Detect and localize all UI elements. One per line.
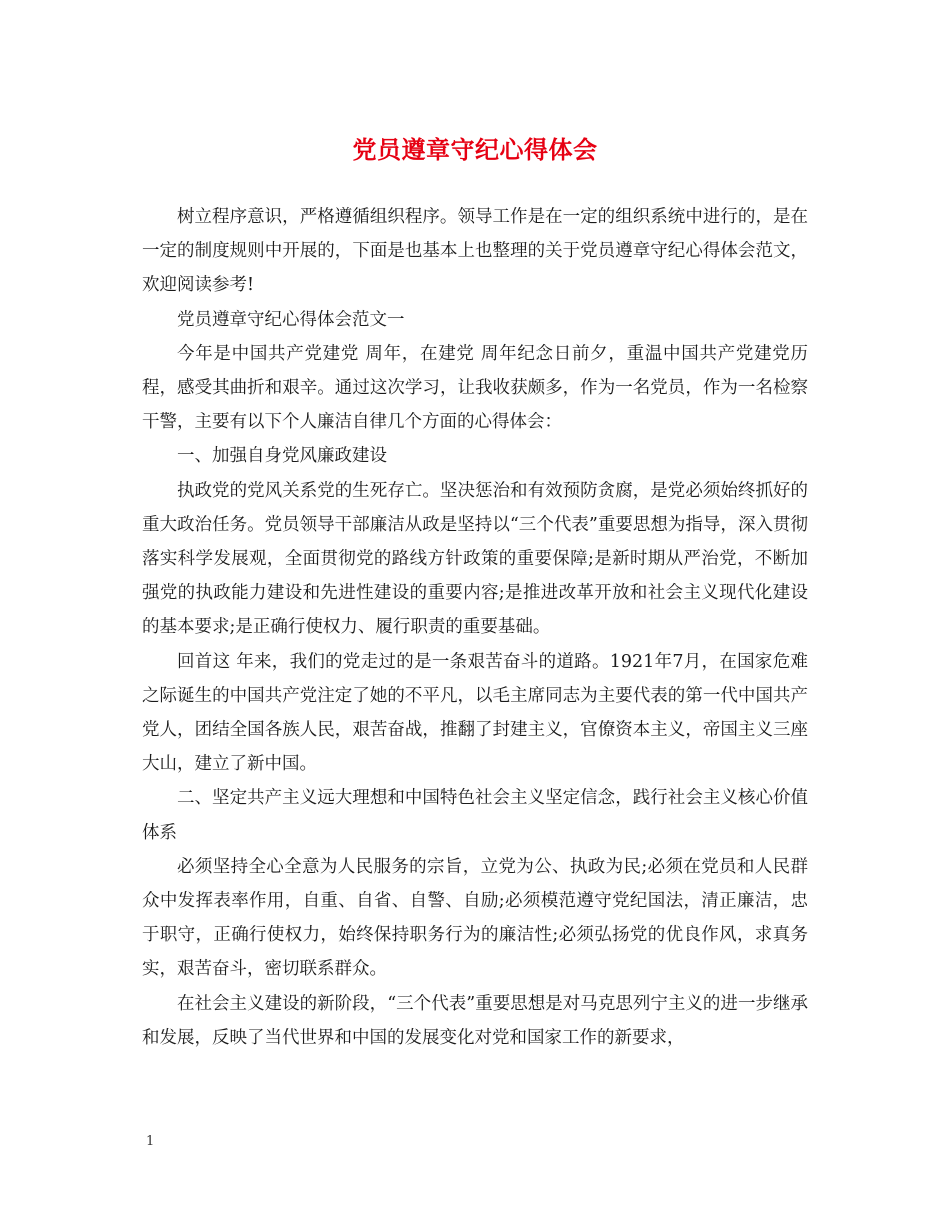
paragraph-anniversary: 今年是中国共产党建党 周年，在建党 周年纪念日前夕，重温中国共产党建党历程，感受其曲折和艰辛。通过这次学习，让我收获颇多，作为一名党员，作为一名检察干警，主要有以下个人廉洁自律几个方面的心得体会： bbox=[142, 343, 808, 433]
document-title: 党员遵章守纪心得体会 bbox=[352, 135, 598, 164]
section-heading-two: 二、坚定共产主义远大理想和中国特色社会主义坚定信念，践行社会主义核心价值体系 bbox=[142, 788, 808, 843]
paragraph-new-stage: 在社会主义建设的新阶段，“三个代表”重要思想是对马克思列宁主义的进一步继承和发展，反映了当代世界和中国的发展变化对党和国家工作的新要求， bbox=[142, 993, 808, 1048]
page-number: 1 bbox=[146, 1134, 155, 1149]
section-heading-one: 一、加强自身党风廉政建设 bbox=[177, 446, 387, 467]
paragraph-service: 必须坚持全心全意为人民服务的宗旨，立党为公、执政为民;必须在党员和人民群众中发挥表率作用，自重、自省、自警、自励;必须模范遵守党纪国法，清正廉洁，忠于职守，正确行使权力，始终保持职务行为的廉洁性;必须弘扬党的优良作风，求真务实，艰苦奋斗，密切联系群众。 bbox=[142, 856, 808, 980]
section-heading-sample-one: 党员遵章守纪心得体会范文一 bbox=[177, 309, 405, 330]
paragraph-party-conduct: 执政党的党风关系党的生死存亡。坚决惩治和有效预防贪腐，是党必须始终抓好的重大政治任务。党员领导干部廉洁从政是坚持以“三个代表”重要思想为指导，深入贯彻落实科学发展观，全面贯彻党的路线方针政策的重要保障;是新时期从严治党，不断加强党的执政能力建设和先进性建设的重要内容;是推进改革开放和社会主义现代化建设的基本要求;是正确行使权力、履行职责的重要基础。 bbox=[142, 480, 808, 638]
paragraph-history: 回首这 年来，我们的党走过的是一条艰苦奋斗的道路。1921年7月，在国家危难之际诞生的中国共产党注定了她的不平凡，以毛主席同志为主要代表的第一代中国共产党人，团结全国各族人民，艰苦奋战，推翻了封建主义，官僚资本主义，帝国主义三座大山，建立了新中国。 bbox=[142, 651, 808, 775]
document-body bbox=[142, 200, 808, 1055]
paragraph-intro: 树立程序意识，严格遵循组织程序。领导工作是在一定的组织系统中进行的，是在一定的制度规则中开展的，下面是也基本上也整理的关于党员遵章守纪心得体会范文，欢迎阅读参考! bbox=[142, 207, 808, 296]
